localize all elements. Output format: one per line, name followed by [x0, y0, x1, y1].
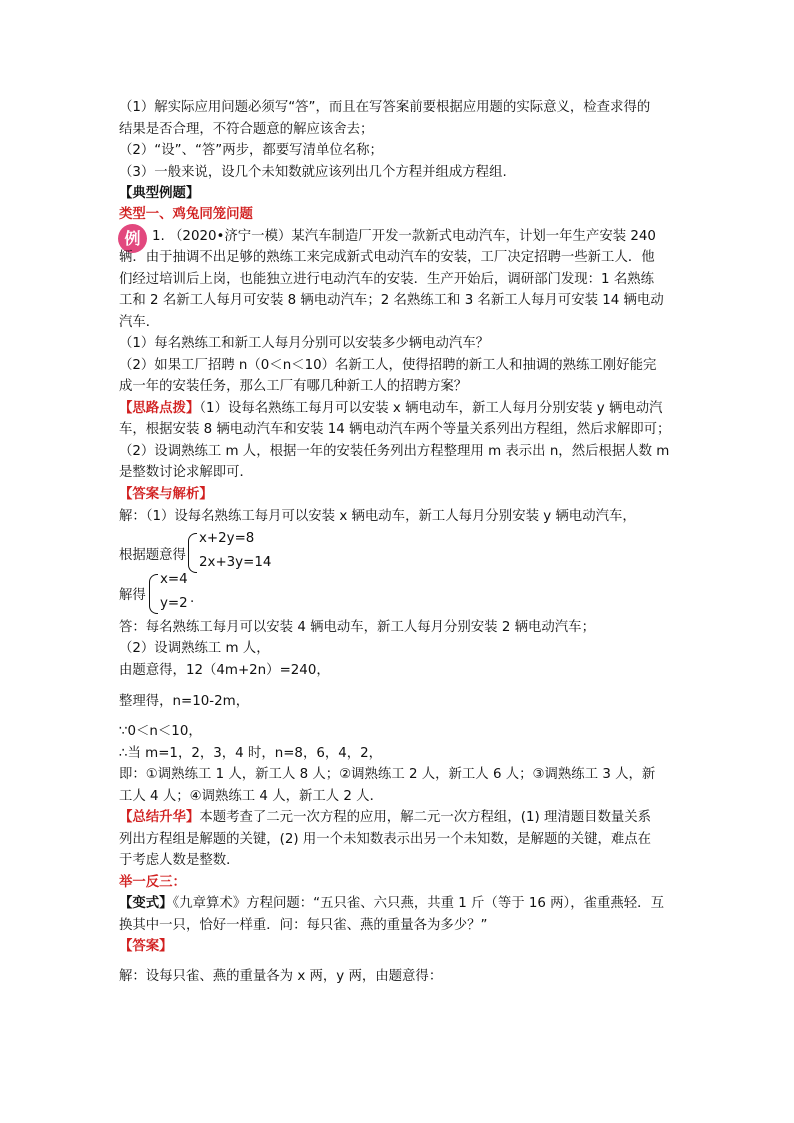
- hint-label: 【思路点拨】: [119, 401, 200, 416]
- intro-line-4: （3）一般来说，设几个未知数就应该列出几个方程并组成方程组.: [119, 165, 507, 180]
- intro-line-1: （1）解实际应用问题必须写“答”，而且在写答案前要根据应用题的实际意义，检查求得的: [119, 100, 651, 115]
- solution-y: y=2: [160, 596, 188, 611]
- hint-line-2: 车，根据安装 8 辆电动汽车和安装 14 辆电动汽车两个等量关系列出方程组，然后求解即可；: [119, 422, 671, 437]
- problem-line-5: 汽车．: [119, 315, 160, 330]
- summary-text-1: 本题考查了二元一次方程的应用，解二元一次方程组，(1) 理清题目数量关系: [199, 810, 652, 825]
- hint-text-1: （1）设每名熟练工每月可以安装 x 辆电动车，新工人每月分别安装 y 辆电动汽: [199, 401, 663, 416]
- variant-solution-line-1: 解：设每只雀、燕的重量各为 x 两，y 两，由题意得：: [119, 969, 443, 984]
- intro-line-3: （2）“设”、“答”两步，都要写清单位名称；: [119, 143, 383, 158]
- variant-line-1: [119, 894, 664, 914]
- solve-suffix: .: [190, 591, 195, 606]
- section-title: 【典型例题】: [119, 186, 200, 201]
- hint-line-1: [119, 399, 663, 419]
- summary-label: 【总结升华】: [119, 810, 200, 825]
- hint-line-4: 是整数讨论求解即可．: [119, 465, 253, 480]
- example-badge-icon: 例: [118, 224, 147, 253]
- summary-line-3: 于考虑人数是整数．: [119, 853, 240, 868]
- part2-line-5: ∴当 m=1，2，3，4 时，n=8，6，4，2，: [119, 746, 383, 761]
- variant-title: 举一反三：: [119, 875, 186, 890]
- category-title: 类型一、鸡兔同笼问题: [119, 207, 253, 222]
- part2-line-7: 工人 4 人；④调熟练工 4 人，新工人 2 人．: [119, 789, 383, 804]
- system-brace-icon: [188, 533, 197, 573]
- system-suffix: ，: [266, 548, 280, 563]
- part2-line-3: 整理得，n=10-2m，: [119, 694, 250, 709]
- intro-line-2: 结果是否合理，不符合题意的解应该舍去；: [119, 122, 374, 137]
- equation-1: x+2y=8: [199, 531, 255, 546]
- problem-question-2b: 成一年的安装任务，那么工厂有哪几种新工人的招聘方案？: [119, 379, 468, 394]
- problem-line-1: 1. （2020•济宁一模）某汽车制造厂开发一款新式电动汽车，计划一年生产安装 240: [152, 229, 656, 244]
- problem-question-2a: （2）如果工厂招聘 n（0＜n＜10）名新工人，使得招聘的新工人和抽调的熟练工刚好能完: [119, 358, 657, 373]
- solution-x: x=4: [160, 572, 188, 587]
- variant-label: 【变式】: [119, 896, 173, 911]
- summary-line-2: 列出方程组是解题的关键，(2) 用一个未知数表示出另一个未知数，是解题的关键，难点在: [119, 832, 652, 847]
- solution-line-1: 解：（1）设每名熟练工每月可以安装 x 辆电动车，新工人每月分别安装 y 辆电动汽车，: [119, 509, 636, 524]
- system-prefix: 根据题意得: [119, 548, 186, 563]
- variant-answer-label: 【答案】: [119, 939, 173, 954]
- equation-2: 2x+3y=14: [199, 555, 272, 570]
- answer-label: 【答案与解析】: [119, 487, 213, 502]
- part2-line-6: 即：①调熟练工 1 人，新工人 8 人；②调熟练工 2 人，新工人 6 人；③调熟练工 3 人，新: [119, 767, 656, 782]
- problem-line-2: 辆．由于抽调不出足够的熟练工来完成新式电动汽车的安装，工厂决定招聘一些新工人．他: [119, 250, 655, 265]
- part2-line-4: ∵0＜n＜10，: [119, 724, 202, 739]
- problem-line-3: 们经过培训后上岗，也能独立进行电动汽车的安装．生产开始后，调研部门发现：1 名熟练: [119, 272, 655, 287]
- problem-question-1: （1）每名熟练工和新工人每月分别可以安装多少辆电动汽车？: [119, 336, 490, 351]
- part2-line-2: 由题意得，12（4m+2n）=240，: [119, 663, 330, 678]
- problem-line-4: 工和 2 名新工人每月可安装 8 辆电动汽车；2 名熟练工和 3 名新工人每月可安装 14 辆电动: [119, 293, 664, 308]
- variant-line-2: 换其中一只，恰好一样重．问：每只雀、燕的重量各为多少？”: [119, 918, 488, 933]
- summary-line-1: [119, 808, 651, 828]
- part2-line-1: （2）设调熟练工 m 人，: [119, 641, 270, 656]
- hint-line-3: （2）设调熟练工 m 人，根据一年的安装任务列出方程整理用 m 表示出 n，然后根据人数 m: [119, 444, 670, 459]
- answer-part-1: 答：每名熟练工每月可以安装 4 辆电动车，新工人每月分别安装 2 辆电动汽车；: [119, 620, 595, 635]
- solve-prefix: 解得: [119, 588, 146, 603]
- variant-text-1: 《九章算术》方程问题：“五只雀、六只燕，共重 1 斤（等于 16 两），雀重燕轻．互: [172, 896, 664, 911]
- solution-brace-icon: [149, 574, 158, 614]
